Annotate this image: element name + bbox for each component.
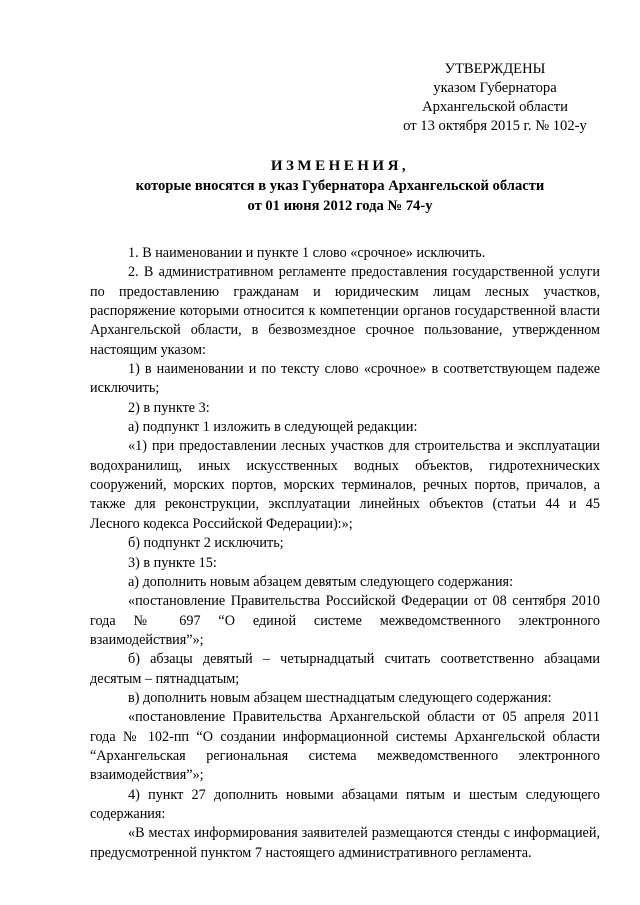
- title-heading: ИЗМЕНЕНИЯ,: [270, 158, 410, 174]
- title-subtitle-line2: от 01 июня 2012 года № 74-у: [247, 198, 433, 214]
- paragraph-3: 1) в наименовании и по тексту слово «срочное» в соответствующем падеже исключить;: [90, 361, 600, 397]
- document-body: [90, 244, 600, 863]
- approval-issuer: указом Губернатора: [433, 80, 557, 96]
- paragraph-7: б) подпункт 2 исключить;: [128, 535, 284, 552]
- approval-region: Архангельской области: [422, 99, 568, 115]
- paragraph-5: а) подпункт 1 изложить в следующей редакции:: [128, 419, 418, 436]
- document-title: [90, 156, 590, 216]
- approval-heading: УТВЕРЖДЕНЫ: [444, 61, 546, 77]
- paragraph-9: а) дополнить новым абзацем девятым следующего содержания:: [128, 573, 514, 590]
- paragraph-6: «1) при предоставлении лесных участков для строительства и эксплуатации водохранилищ, иных искусственных водных объектов, гидротехнических сооружений, морских портов, морских терминалов, речных портов, причалов, а также для реконструкции, эксплуатации линейных объектов (статьи 44 и 45 Лесного кодекса Российской Федерации):»;: [90, 438, 600, 532]
- title-subtitle-line1: которые вносятся в указ Губернатора Архангельской области: [135, 178, 545, 194]
- paragraph-11: б) абзацы девятый – четырнадцатый считать соответственно абзацами десятым – пятнадцатым;: [90, 651, 600, 687]
- paragraph-13: «постановление Правительства Архангельской области от 05 апреля 2011 года № 102-пп “О создании информационной системы Архангельской области “Архангельская региональная система межведомственного электронного взаимодействия”»;: [90, 709, 600, 784]
- paragraph-1: 1. В наименовании и пункте 1 слово «срочное» исключить.: [128, 245, 486, 261]
- paragraph-2: 2. В административном регламенте предоставления государственной услуги по предоставлению гражданам и юридическим лицам лесных участков, распоряжение которыми относится к компетенции органов государственной власти Архангельской области, в безвозмездное срочное пользование, утвержденном настоящим указом:: [90, 264, 600, 358]
- paragraph-10: «постановление Правительства Российской Федерации от 08 сентября 2010 года № 697 “О единой системе межведомственного электронного взаимодействия”»;: [90, 593, 600, 648]
- paragraph-12: в) дополнить новым абзацем шестнадцатым следующего содержания:: [128, 689, 552, 706]
- approval-stamp: [380, 60, 610, 136]
- paragraph-14: 4) пункт 27 дополнить новыми абзацами пятым и шестым следующего содержания:: [90, 786, 600, 822]
- paragraph-8: 3) в пункте 15:: [128, 554, 217, 571]
- approval-date-number: от 13 октября 2015 г. № 102-у: [403, 118, 587, 134]
- paragraph-4: 2) в пункте 3:: [128, 399, 210, 416]
- paragraph-15: «В местах информирования заявителей размещаются стенды с информацией, предусмотренной пунктом 7 настоящего административного регламента.: [90, 825, 600, 861]
